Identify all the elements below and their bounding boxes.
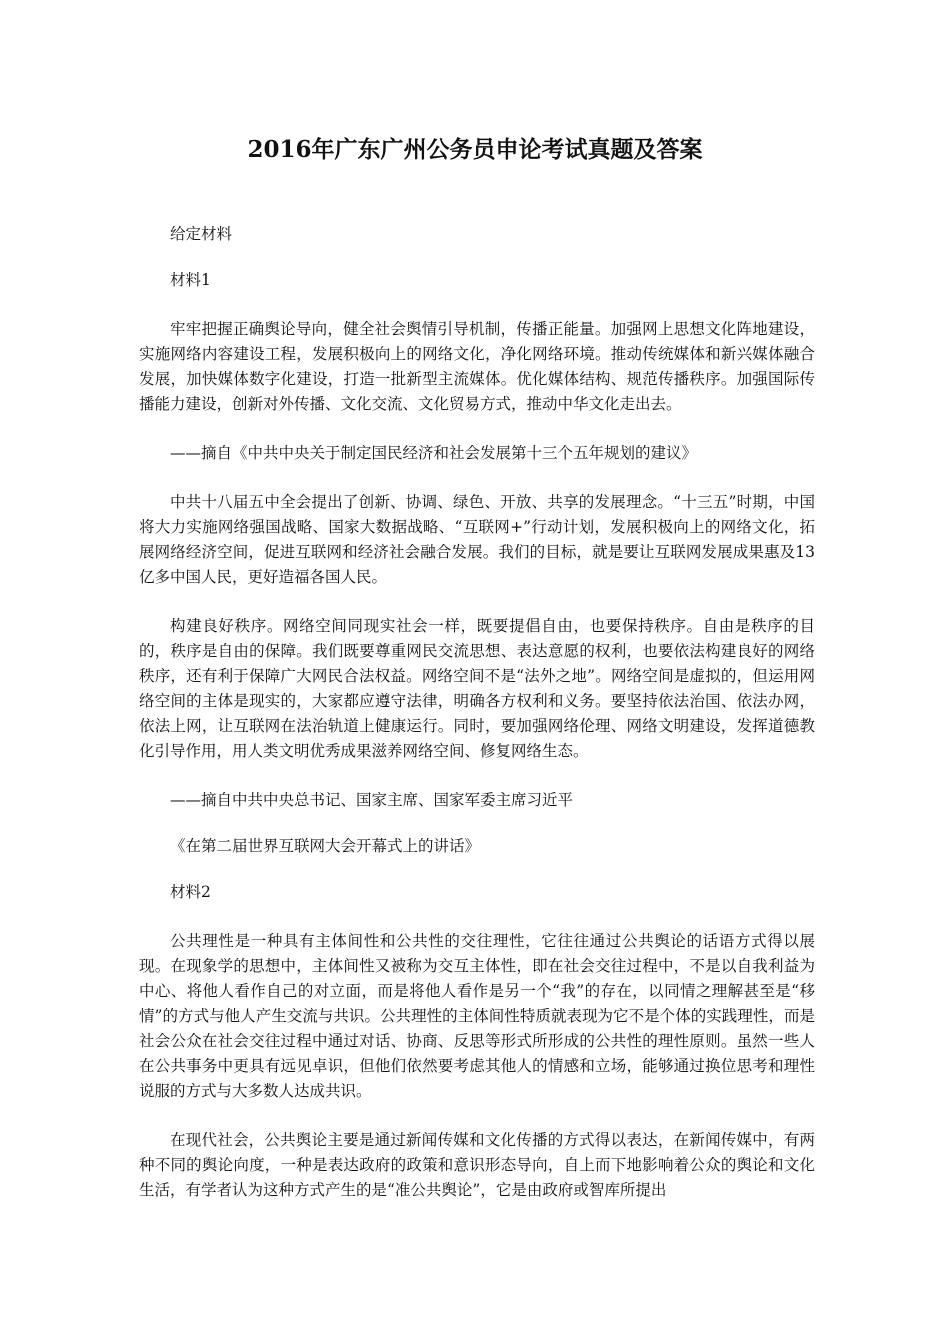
material-label-2: 材料2 <box>170 883 211 901</box>
document-body <box>139 222 815 1203</box>
citation-line: ——摘自《中共中央关于制定国民经济和社会发展第十三个五年规划的建议》 <box>170 444 698 462</box>
material-label-1: 材料1 <box>170 271 211 289</box>
document-title: 2016年广东广州公务员申论考试真题及答案 <box>247 136 703 163</box>
section-heading-given-materials: 给定材料 <box>170 225 233 243</box>
body-paragraph: 在现代社会，公共舆论主要是通过新闻传媒和文化传播的方式得以表达，在新闻传媒中，有两种不同的舆论向度，一种是表达政府的政策和意识形态导向，自上而下地影响着公众的舆论和文化生活，有学者认为这种方式产生的是“准公共舆论”，它是由政府或智库所提出 <box>139 1131 815 1199</box>
body-paragraph: 牢牢把握正确舆论导向，健全社会舆情引导机制，传播正能量。加强网上思想文化阵地建设，实施网络内容建设工程，发展积极向上的网络文化，净化网络环境。推动传统媒体和新兴媒体融合发展，加快媒体数字化建设，打造一批新型主流媒体。优化媒体结构、规范传播秩序。加强国际传播能力建设，创新对外传播、文化交流、文化贸易方式，推动中华文化走出去。 <box>139 320 815 413</box>
body-paragraph: 构建良好秩序。网络空间同现实社会一样，既要提倡自由，也要保持秩序。自由是秩序的目的，秩序是自由的保障。我们既要尊重网民交流思想、表达意愿的权利，也要依法构建良好的网络秩序，还有利于保障广大网民合法权益。网络空间不是“法外之地”。网络空间是虚拟的，但运用网络空间的主体是现实的，大家都应遵守法律，明确各方权利和义务。要坚持依法治国、依法办网，依法上网，让互联网在法治轨道上健康运行。同时，要加强网络伦理、网络文明建设，发挥道德教化引导作用，用人类文明优秀成果滋养网络空间、修复网络生态。 <box>139 617 815 760</box>
body-paragraph: 中共十八届五中全会提出了创新、协调、绿色、开放、共享的发展理念。“十三五”时期，中国将大力实施网络强国战略、国家大数据战略、“互联网+”行动计划，发展积极向上的网络文化，拓展网络经济空间，促进互联网和经济社会融合发展。我们的目标，就是要让互联网发展成果惠及13亿多中国人民，更好造福各国人民。 <box>139 493 815 586</box>
citation-line: ——摘自中共中央总书记、国家主席、国家军委主席习近平 <box>170 791 574 809</box>
body-paragraph: 公共理性是一种具有主体间性和公共性的交往理性，它往往通过公共舆论的话语方式得以展现。在现象学的思想中，主体间性又被称为交互主体性，即在社会交往过程中，不是以自我利益为中心、将他人看作自己的对立面，而是将他人看作是另一个“我”的存在，以同情之理解甚至是“移情”的方式与他人产生交流与共识。公共理性的主体间性特质就表现为它不是个体的实践理性，而是社会公众在社会交往过程中通过对话、协商、反思等形式所形成的公共性的理性原则。虽然一些人在公共事务中更具有远见卓识，但他们依然要考虑其他人的情感和立场，能够通过换位思考和理性说服的方式与大多数人达成共识。 <box>139 932 815 1100</box>
citation-line: 《在第二届世界互联网大会开幕式上的讲话》 <box>170 837 481 855</box>
